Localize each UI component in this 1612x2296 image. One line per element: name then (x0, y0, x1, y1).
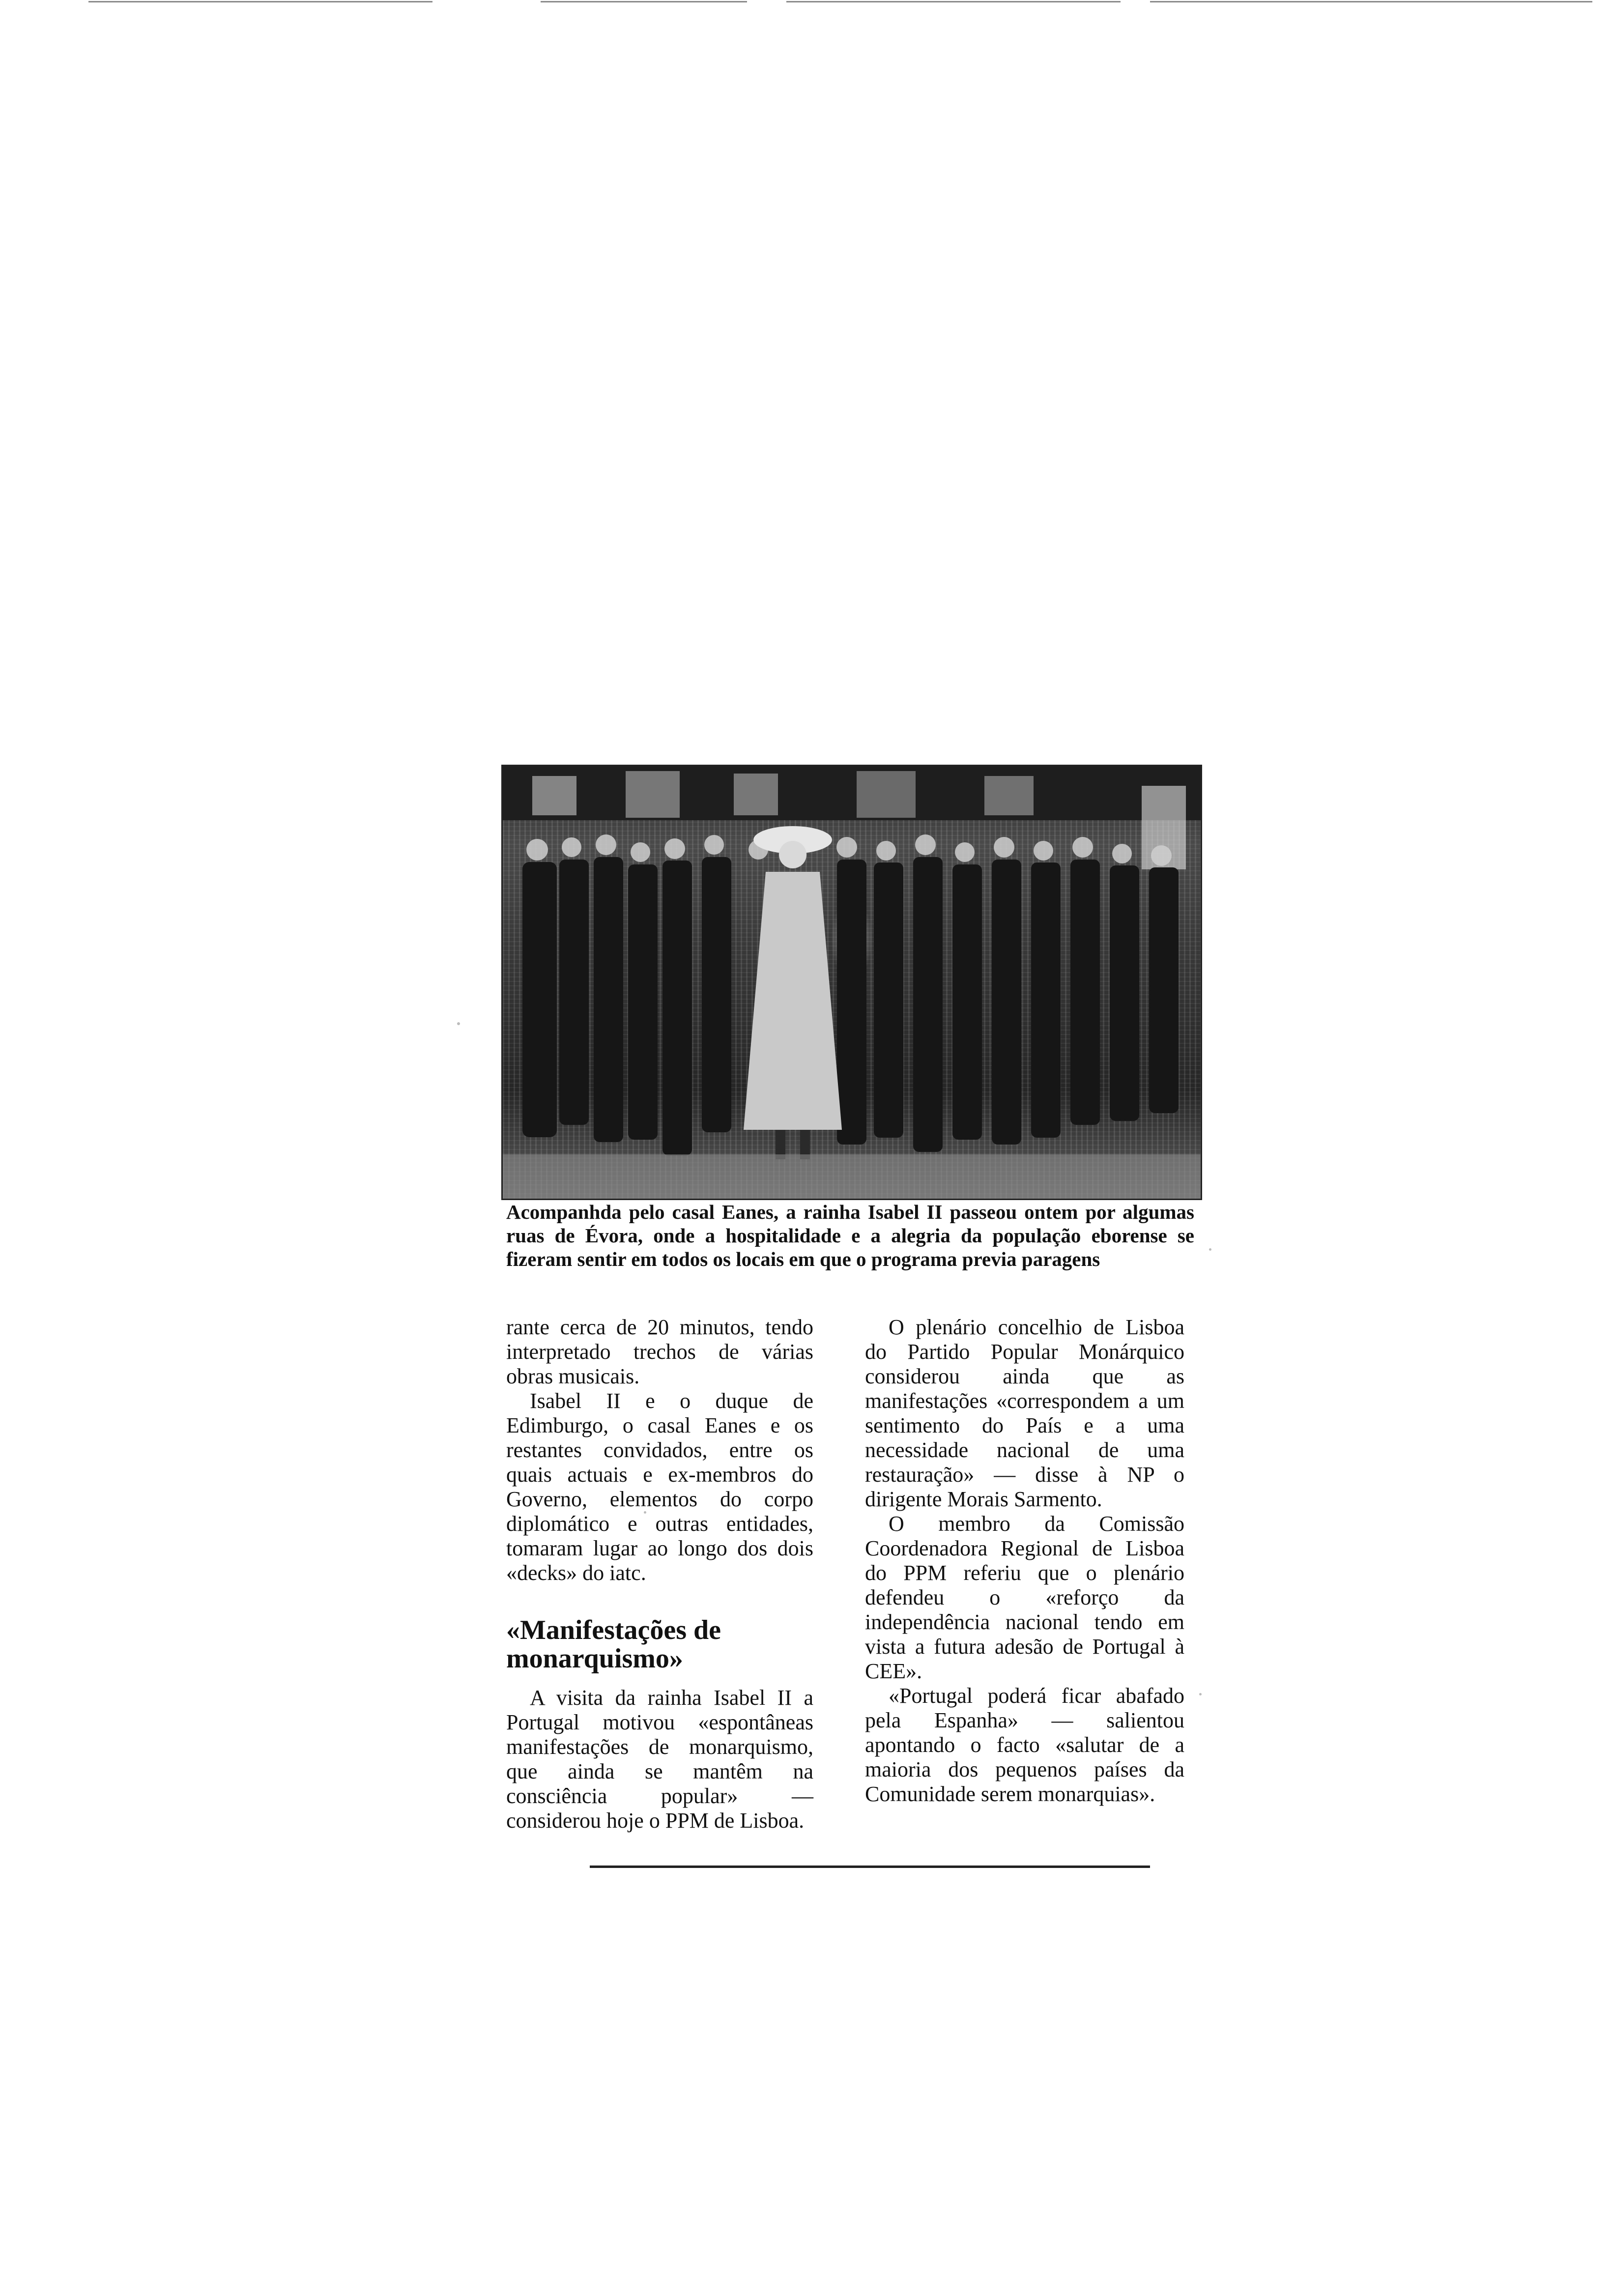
paragraph: rante cerca de 20 minutos, tendo interpretado trechos de várias obras musicais. (506, 1315, 813, 1388)
article-column-right (865, 1315, 1184, 1807)
paragraph: A visita da rainha Isabel II a Portugal motivou «espontâneas manifestações de monarquismo, que ainda se mantêm na consciência popular» — considerou hoje o PPM de Lisboa. (506, 1686, 813, 1833)
news-photo (501, 765, 1202, 1200)
scan-edge-line (1150, 1, 1592, 2)
scan-edge-line (786, 1, 1121, 2)
paragraph: «Portugal poderá ficar abafado pela Espanha» — salientou apontando o facto «salutar de a maioria dos pequenos países da Comunidade serem monarquias». (865, 1684, 1184, 1806)
end-rule (590, 1866, 1150, 1868)
photo-caption: Acompanhda pelo casal Eanes, a rainha Isabel II passeou ontem por algumas ruas de Évora, onde a hospitalidade e a alegria da população eborense se fizeram sentir em todos os locais em que o programa previa paragens (506, 1201, 1194, 1270)
section-heading: «Manifestações de monarquismo» (506, 1615, 721, 1674)
paragraph: O membro da Comissão Coordenadora Regional de Lisboa do PPM referiu que o plenário defendeu o «reforço da independência nacional tendo em vista a futura adesão de Portugal à CEE». (865, 1512, 1184, 1683)
paragraph: O plenário concelhio de Lisboa do Partido Popular Monárquico considerou ainda que as manifestações «correspondem a um sentimento do País e a uma necessidade nacional de uma restauração» — disse à NP o dirigente Morais Sarmento. (865, 1315, 1184, 1511)
article-column-left (506, 1315, 813, 1833)
paragraph: Isabel II e o duque de Edimburgo, o casal Eanes e os restantes convidados, entre os quais actuais e ex-membros do Governo, elementos do corpo diplomático e outras entidades, tomaram lugar ao longo dos dois «decks» do iatc. (506, 1389, 813, 1585)
crowd-illustration (503, 766, 1201, 1199)
scan-edge-line (88, 1, 432, 2)
scan-edge-line (541, 1, 747, 2)
